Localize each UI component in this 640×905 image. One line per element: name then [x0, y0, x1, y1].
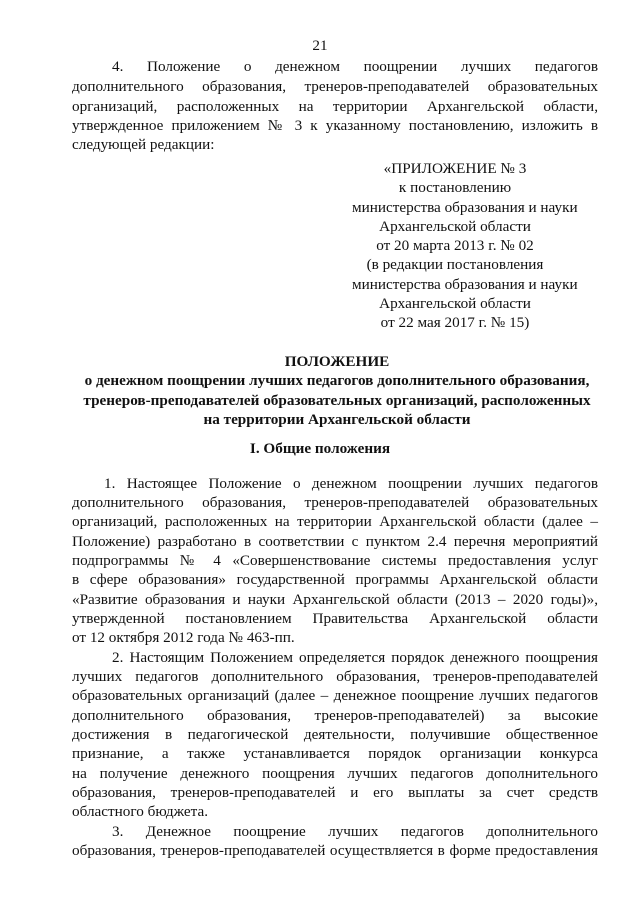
- page-number: 21: [312, 37, 328, 54]
- appendix-header: [352, 159, 578, 333]
- text-line: образования, тренеров-преподавателей осуществляется в форме предоставления: [72, 842, 598, 859]
- appendix-line: Архангельской области: [379, 295, 531, 313]
- text-line: 3. Денежное поощрение лучших педагогов дополнительного: [112, 823, 598, 840]
- title-subtitle-line: на территории Архангельской области: [203, 410, 471, 428]
- appendix-line: от 20 марта 2013 г. № 02: [376, 237, 534, 255]
- text-line: на получение денежного поощрения лучших педагогов дополнительного: [72, 765, 598, 782]
- section-heading: I. Общие положения: [249, 440, 391, 457]
- text-line: образовательных организаций (далее – денежное поощрение лучших педагогов: [72, 687, 598, 704]
- appendix-line: к постановлению: [398, 179, 512, 197]
- document-title: [40, 352, 634, 429]
- text-line: областного бюджета.: [72, 803, 209, 820]
- appendix-line: Архангельской области: [379, 217, 531, 235]
- title-subtitle-line: тренеров-преподавателей образовательных организаций, расположенных: [83, 391, 591, 409]
- appendix-line: (в редакции постановления: [366, 256, 544, 274]
- text-line: подпрограммы № 4 «Совершенствование системы предоставления услуг: [72, 552, 598, 569]
- text-line: утвержденное приложением № 3 к указанному постановлению, изложить в: [72, 117, 598, 134]
- text-line: лучших педагогов дополнительного образования, тренеров-преподавателей: [72, 668, 598, 685]
- text-line: дополнительного образования, тренеров-преподавателей образовательных: [72, 494, 598, 511]
- appendix-line: «ПРИЛОЖЕНИЕ № 3: [383, 160, 527, 177]
- text-line: 4. Положение о денежном поощрении лучших педагогов: [112, 58, 598, 75]
- text-line: 1. Настоящее Положение о денежном поощрении лучших педагогов: [104, 475, 598, 492]
- text-line: следующей редакции:: [72, 136, 215, 153]
- text-line: от 12 октября 2012 года № 463-пп.: [72, 629, 295, 646]
- text-line: Положение) разработано в соответствии с пунктом 2.4 перечня мероприятий: [72, 533, 598, 550]
- title-subtitle-line: о денежном поощрении лучших педагогов дополнительного образования,: [84, 372, 590, 390]
- text-line: признание, а также устанавливается порядок организации конкурса: [72, 745, 598, 762]
- text-line: образования, тренеров-преподавателей и его выплаты за счет средств: [72, 784, 598, 801]
- appendix-line: министерства образования и науки: [352, 275, 578, 293]
- text-line: 2. Настоящим Положением определяется порядок денежного поощрения: [112, 649, 598, 666]
- title-heading: ПОЛОЖЕНИЕ: [284, 353, 390, 370]
- text-line: организаций, расположенных на территории Архангельской области,: [72, 98, 598, 115]
- text-line: «Развитие образования и науки Архангельской области (2013 – 2020 годы)»,: [72, 591, 598, 608]
- appendix-line: от 22 мая 2017 г. № 15): [380, 314, 530, 332]
- appendix-line: министерства образования и науки: [352, 198, 578, 216]
- text-line: в сфере образования» государственной программы Архангельской области: [72, 571, 598, 588]
- text-line: дополнительного образования, тренеров-преподавателей) за высокие: [72, 707, 598, 724]
- text-line: дополнительного образования, тренеров-преподавателей образовательных: [72, 78, 598, 95]
- text-line: организаций, расположенных на территории Архангельской области (далее –: [72, 513, 598, 530]
- text-line: утвержденной постановлением Правительства Архангельской области: [72, 610, 598, 627]
- text-line: достижения в педагогической деятельности, получившие общественное: [72, 726, 598, 743]
